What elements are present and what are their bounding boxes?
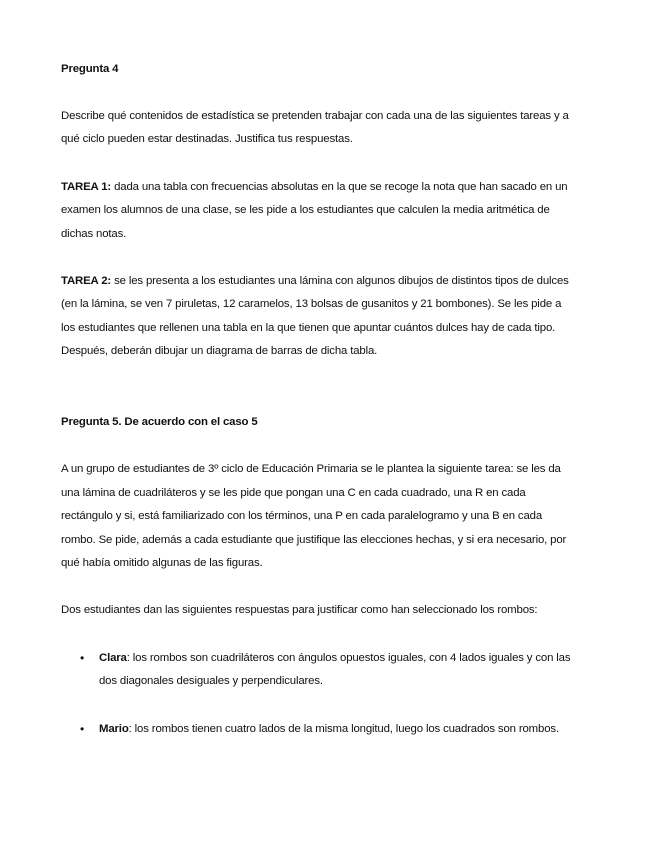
tarea2-label: TAREA 2: <box>61 275 112 287</box>
pregunta5-para-line-5: qué había omitido algunas de las figuras. <box>61 557 263 569</box>
bullet-icon: • <box>80 722 85 736</box>
tarea1-line-3: dichas notas. <box>61 228 127 240</box>
tarea2-line-4: Después, deberán dibujar un diagrama de barras de dicha tabla. <box>61 345 378 357</box>
bullet-clara-text: : los rombos son cuadriláteros con ángulos opuestos iguales, con 4 lados iguales y con las <box>126 652 571 664</box>
tarea1-line-1 <box>61 180 567 194</box>
pregunta4-intro-line-1: Describe qué contenidos de estadística se pretenden trabajar con cada una de las siguientes tareas y a <box>61 110 569 122</box>
tarea2-line-2: (en la lámina, se ven 7 piruletas, 12 caramelos, 13 bolsas de gusanitos y 21 bombones). Se les pide a <box>61 298 562 310</box>
pregunta5-para-line-2: una lámina de cuadriláteros y se les pide que pongan una C en cada cuadrado, una R en cada <box>61 487 526 499</box>
tarea2-line-1 <box>61 274 569 288</box>
bullet-clara-line-1 <box>99 651 570 665</box>
pregunta5-lead: Dos estudiantes dan las siguientes respuestas para justificar como han seleccionado los rombos: <box>61 604 538 616</box>
tarea2-line-3: los estudiantes que rellenen una tabla en la que tienen que apuntar cuántos dulces hay de cada tipo. <box>61 322 556 334</box>
bullet-mario-text: : los rombos tienen cuatro lados de la misma longitud, luego los cuadrados son rombos. <box>128 723 559 735</box>
tarea1-line-2: examen los alumnos de una clase, se les pide a los estudiantes que calculen la media aritmética de <box>61 204 550 216</box>
pregunta5-para-line-1: A un grupo de estudiantes de 3º ciclo de Educación Primaria se le plantea la siguiente tarea: se les da <box>61 463 561 475</box>
tarea1-label: TAREA 1: <box>61 181 112 193</box>
pregunta5-para-line-4: rombo. Se pide, además a cada estudiante que justifique las elecciones hechas, y si era necesario, por <box>61 534 567 546</box>
bullet-mario-name: Mario <box>99 723 129 735</box>
bullet-icon: • <box>80 651 85 665</box>
pregunta4-title: Pregunta 4 <box>61 63 119 75</box>
pregunta4-intro-line-2: qué ciclo pueden estar destinadas. Justifica tus respuestas. <box>61 133 353 145</box>
tarea2-text: se les presenta a los estudiantes una lámina con algunos dibujos de distintos tipos de dulces <box>111 275 569 287</box>
pregunta5-title: Pregunta 5. De acuerdo con el caso 5 <box>61 416 258 428</box>
bullet-mario-line-1 <box>99 722 559 736</box>
bullet-clara-name: Clara <box>99 652 127 664</box>
pregunta5-para-line-3: rectángulo y si, está familiarizado con los términos, una P en cada paralelogramo y una B en cada <box>61 510 543 522</box>
bullet-clara-line-2: dos diagonales desiguales y perpendiculares. <box>99 675 323 687</box>
tarea1-text: dada una tabla con frecuencias absolutas en la que se recoge la nota que han sacado en un <box>111 181 568 193</box>
